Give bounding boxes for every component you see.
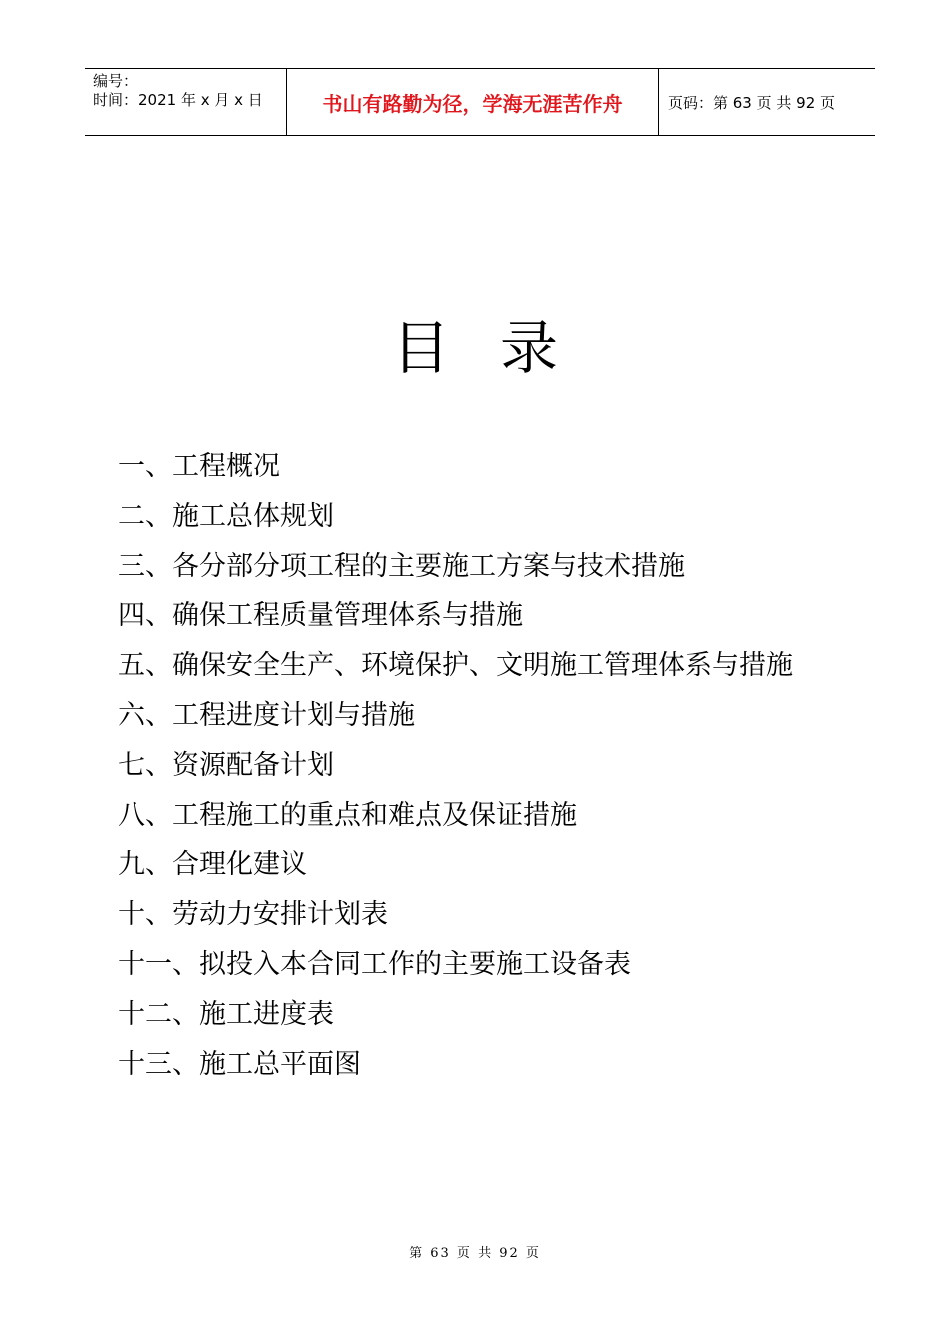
toc-item: 十一、拟投入本合同工作的主要施工设备表 <box>118 948 631 980</box>
page-title: 目录 <box>391 313 608 382</box>
toc-item: 十三、施工总平面图 <box>118 1048 361 1080</box>
toc-item: 三、各分部分项工程的主要施工方案与技术措施 <box>118 550 685 582</box>
toc-item: 六、工程进度计划与措施 <box>118 699 415 731</box>
toc-item: 五、确保安全生产、环境保护、文明施工管理体系与措施 <box>118 650 793 682</box>
header-meta-cell <box>85 69 286 135</box>
toc-item: 一、工程概况 <box>118 451 280 482</box>
toc-item: 七、资源配备计划 <box>118 749 334 781</box>
page-header <box>85 68 875 136</box>
header-motto-cell <box>286 69 659 135</box>
toc-item: 四、确保工程质量管理体系与措施 <box>118 600 523 632</box>
header-page-info: 页码：第 63 页 共 92 页 <box>668 94 836 112</box>
page-footer: 第 63 页 共 92 页 <box>409 1246 541 1261</box>
toc-item: 九、合理化建议 <box>118 849 307 881</box>
toc-item: 八、工程施工的重点和难点及保证措施 <box>118 799 577 831</box>
table-of-contents <box>118 447 793 1094</box>
toc-item: 十二、施工进度表 <box>118 998 334 1030</box>
toc-item: 十、劳动力安排计划表 <box>118 899 388 931</box>
date-label: 时间：2021 年 x 月 x 日 <box>93 91 263 109</box>
toc-item: 二、施工总体规划 <box>118 500 334 532</box>
serial-label: 编号： <box>93 72 139 90</box>
motto-text: 书山有路勤为径，学海无涯苦作舟 <box>322 92 623 116</box>
header-page-cell <box>659 69 875 135</box>
